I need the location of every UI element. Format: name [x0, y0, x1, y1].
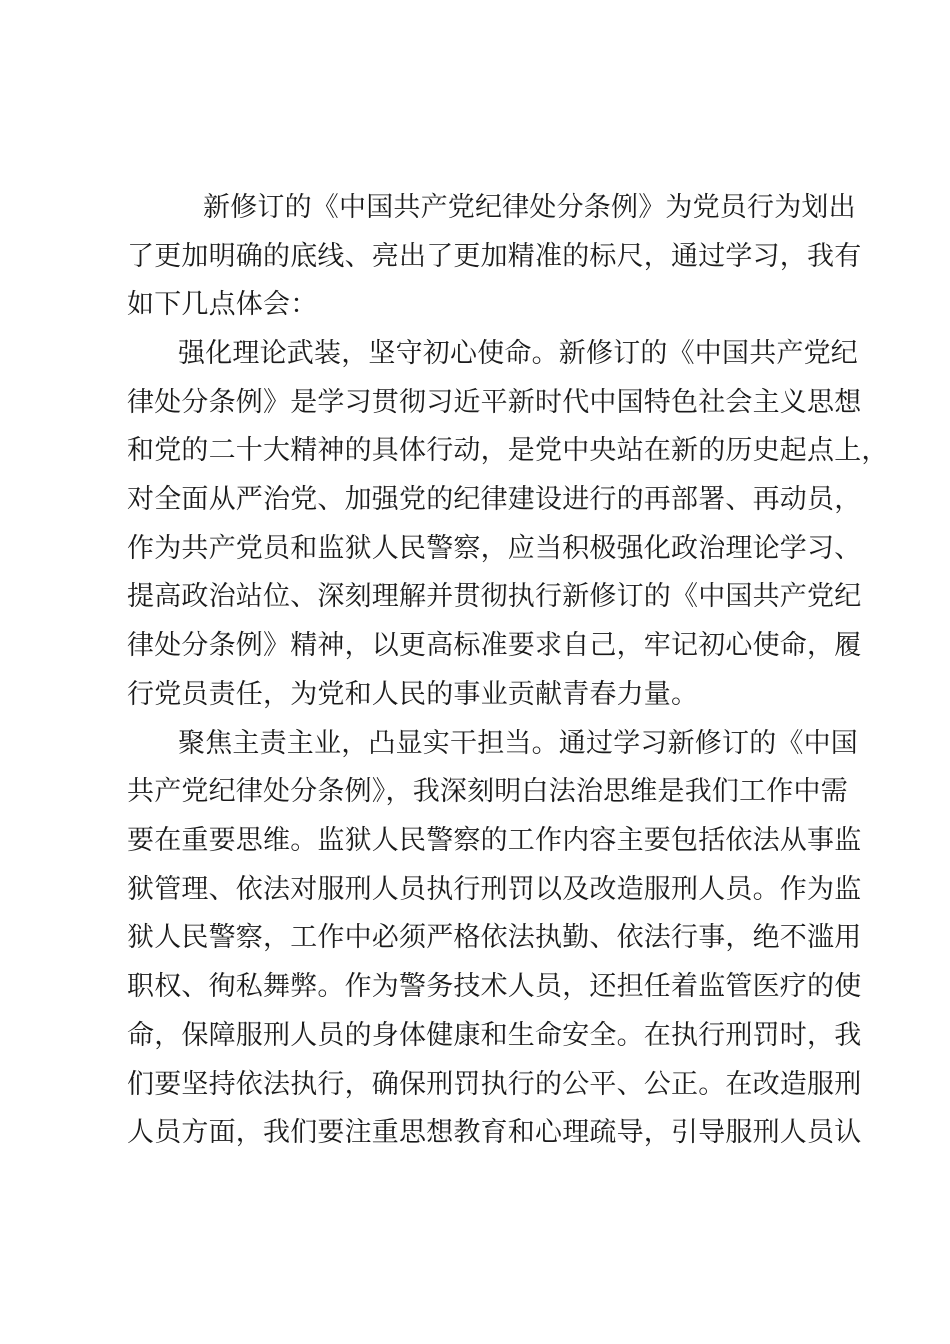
paragraph-3-line-8: 们要坚持依法执行，确保刑罚执行的公平、公正。在改造服刑	[127, 1069, 862, 1100]
paragraph-2-line-8: 行党员责任，为党和人民的事业贡献青春力量。	[127, 679, 699, 710]
paragraph-3-line-2: 共产党纪律处分条例》，我深刻明白法治思维是我们工作中需	[127, 776, 848, 807]
paragraph-3-line-6: 职权、徇私舞弊。作为警务技术人员，还担任着监管医疗的使	[127, 971, 862, 1002]
paragraph-3-line-5: 狱人民警察，工作中必须严格依法执勤、依法行事，绝不滥用	[127, 922, 862, 953]
paragraph-2-line-7: 律处分条例》精神，以更高标准要求自己，牢记初心使命，履	[127, 630, 862, 661]
paragraph-1-line-3: 如下几点体会：	[127, 289, 318, 320]
paragraph-3-line-3: 要在重要思维。监狱人民警察的工作内容主要包括依法从事监	[127, 825, 862, 856]
paragraph-1-line-1: 新修订的《中国共产党纪律处分条例》为党员行为划出	[203, 192, 856, 223]
paragraph-2-line-6: 提高政治站位、深刻理解并贯彻执行新修订的《中国共产党纪	[127, 581, 862, 612]
paragraph-3-line-9: 人员方面，我们要注重思想教育和心理疏导，引导服刑人员认	[127, 1117, 862, 1148]
paragraph-2-line-4: 对全面从严治党、加强党的纪律建设进行的再部署、再动员，	[127, 484, 862, 515]
paragraph-1-line-2: 了更加明确的底线、亮出了更加精准的标尺，通过学习，我有	[127, 241, 862, 272]
paragraph-2-line-2: 律处分条例》是学习贯彻习近平新时代中国特色社会主义思想	[127, 387, 862, 418]
paragraph-2-line-3: 和党的二十大精神的具体行动，是党中央站在新的历史起点上，	[127, 435, 889, 466]
paragraph-3-line-4: 狱管理、依法对服刑人员执行刑罚以及改造服刑人员。作为监	[127, 874, 862, 905]
paragraph-2-line-1: 强化理论武装，坚守初心使命。新修订的《中国共产党纪	[178, 338, 858, 369]
paragraph-3-line-1: 聚焦主责主业，凸显实干担当。通过学习新修订的《中国	[178, 728, 858, 759]
paragraph-3-line-7: 命，保障服刑人员的身体健康和生命安全。在执行刑罚时，我	[127, 1020, 862, 1051]
paragraph-2-line-5: 作为共产党员和监狱人民警察，应当积极强化政治理论学习、	[127, 533, 862, 564]
